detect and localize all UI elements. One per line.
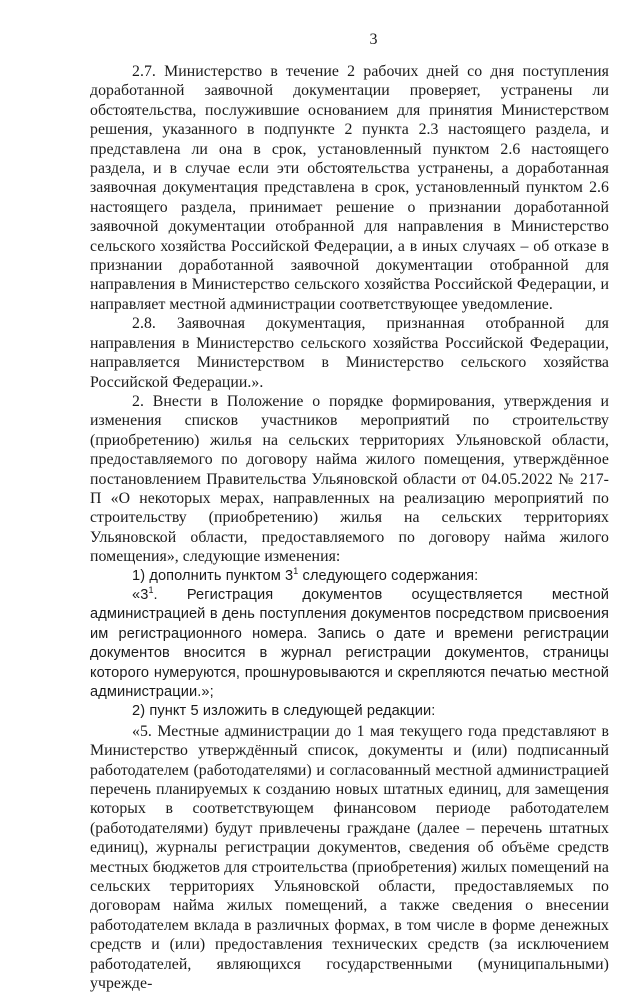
list-item-1-sup: 1 <box>293 565 299 576</box>
list-item-2: 2) пункт 5 изложить в следующей редакции: <box>132 703 436 720</box>
list-item-1-suffix: следующего содержания: <box>298 567 479 584</box>
quote-3-1-prefix: «3 <box>132 586 149 603</box>
quote-paragraph-5: «5. Местные администрации до 1 мая текущего года представляют в Министерство утверждённый список, документы и (или) подписанный работодателем (работодателями) и согласованный местной администрацией перечень планируемых к созданию новых штатных единиц, для замещения которых в соответствующем финансовом периоде работодателем (работодателями) будут привлечены граждане (далее – перечень штатных единиц), журналы регистрации документов, сведения об объёме средств местных бюджетов для строительства (приобретения) жилых помещений на сельских территориях Ульяновской области, предоставляемых по договорам найма жилых помещений, а также сведения о внесении работодателем вклада в различных формах, в том числе в форме денежных средств и (или) предоставления технических средств (за исключением работодателей, являющихся государственными (муниципальными) учрежде- <box>90 722 609 993</box>
quote-3-1-text: . Регистрация документов осуществляется местной администрацией в день поступления документов посредством присвоения им регистрационного номера. Запись о дате и времени регистрации документов вносится в журнал регистрации документов, страницы которого нумеруются, прошнуровываются и скрепляются печатью местной администрации.»; <box>90 586 609 700</box>
quote-paragraph-3-1 <box>90 586 609 702</box>
paragraph-2-7: 2.7. Министерство в течение 2 рабочих дней со дня поступления доработанной заявочной документации проверяет, устранены ли обстоятельства, послужившие основанием для принятия Министерством решения, указанного в подпункте 2 пункта 2.3 настоящего раздела, и представлена ли она в срок, установленный пунктом 2.6 настоящего раздела, и в случае если эти обстоятельства устранены, а доработанная заявочная документация представлена в срок, установленный пунктом 2.6 настоящего раздела, принимает решение о признании доработанной заявочной документации отобранной для направления в Министерство сельского хозяйства Российской Федерации, а в иных случаях – об отказе в признании доработанной заявочной документации отобранной для направления в Министерство сельского хозяйства Российской Федерации, и направляет местной администрации соответствующее уведомление. <box>90 63 609 313</box>
page-number: 3 <box>369 31 378 48</box>
list-item-1-prefix: 1) дополнить пунктом 3 <box>132 567 294 584</box>
list-item-1 <box>90 567 609 586</box>
quote-3-1-sup: 1 <box>148 585 154 596</box>
paragraph-amend-2: 2. Внести в Положение о порядке формирования, утверждения и изменения списков участников мероприятий по строительству (приобретению) жилья на сельских территориях Ульяновской области, предоставляемого по договору найма жилого помещения, утверждённое постановлением Правительства Ульяновской области от 04.05.2022 № 217-П «О некоторых мерах, направленных на реализацию мероприятий по строительству (приобретению) жилья на сельских территориях Ульяновской области, предоставляемого по договору найма жилого помещения», следующие изменения: <box>90 392 609 566</box>
paragraph-2-8: 2.8. Заявочная документация, признанная отобранной для направления в Министерство сельского хозяйства Российской Федерации, направляется Министерством в Министерство сельского хозяйства Российской Федерации.». <box>90 315 609 391</box>
